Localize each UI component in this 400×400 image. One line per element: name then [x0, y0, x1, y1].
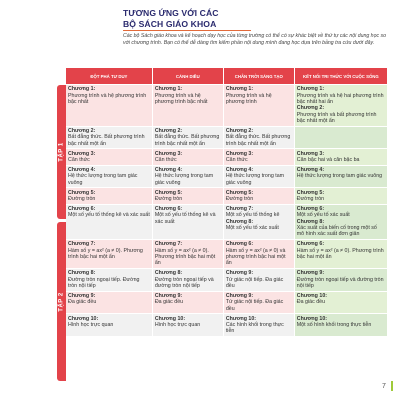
- table-cell: [295, 127, 387, 149]
- page-title: [123, 8, 393, 29]
- table-cell: [224, 127, 294, 149]
- table-cell: [224, 85, 294, 126]
- chapter-title: Đa giác đều: [68, 299, 97, 306]
- chapter-number: Chương 6:: [296, 206, 325, 213]
- table-cell: [66, 240, 152, 268]
- chapter-title: Hệ thức lượng trong tam giác vuông: [68, 173, 138, 186]
- table-cell: [295, 188, 387, 203]
- chapter-title: Đường tròn: [154, 195, 183, 202]
- chapter-number: Chương 3:: [154, 150, 183, 157]
- table-cell: [66, 166, 152, 188]
- chapter-title: Hàm số y = ax² (a ≠ 0) và phương trình bậc hai một ẩn: [225, 247, 286, 267]
- chapter-number: Chương 2:: [225, 127, 254, 134]
- title-line-2: BỘ SÁCH GIÁO KHOA: [123, 18, 217, 29]
- table-cell: [66, 292, 152, 314]
- chapter-number: Chương 8:: [296, 218, 325, 225]
- chapter-title: Đường tròn ngoại tiếp và đường tròn nội tiếp: [296, 276, 384, 289]
- table-cell: [295, 269, 387, 291]
- column-header-ket-noi-tri-thuc: KẾT NỐI TRI THỨC VỚI CUỘC SỐNG: [295, 68, 387, 84]
- table-row: [66, 240, 387, 268]
- table-cell: [224, 188, 294, 203]
- title-underline: [123, 30, 251, 31]
- chapter-number: Chương 9:: [154, 292, 183, 299]
- chapter-number: Chương 1:: [68, 86, 96, 93]
- chapter-title: Phương trình và hệ phương trình bậc nhất: [154, 92, 208, 105]
- chapter-title: Tứ giác nội tiếp. Đa giác đều: [225, 299, 284, 312]
- table-row: [66, 127, 387, 149]
- table-cell: [224, 205, 294, 239]
- table-cell: [295, 85, 387, 126]
- chapter-title: Hàm số y = ax² (a ≠ 0). Phương trình bậc hai một ẩn: [296, 247, 384, 260]
- chapter-title: Hàm số y = ax² (a ≠ 0). Phương trình bậc hai một ẩn: [154, 247, 216, 267]
- table-row: [66, 292, 387, 314]
- chapter-title: Bất đẳng thức. Bất phương trình bậc nhất một ẩn: [68, 134, 145, 147]
- table-cell: [66, 205, 152, 239]
- chapter-number: Chương 1:: [296, 86, 325, 93]
- chapter-title: Phương trình và hệ phương trình bậc nhất: [68, 92, 147, 105]
- table-row: [66, 314, 387, 336]
- chapter-title: Căn thức: [225, 156, 248, 163]
- chapter-number: Chương 10:: [225, 315, 257, 322]
- chapter-number: Chương 7:: [225, 206, 254, 213]
- table-cell: [224, 292, 294, 314]
- chapter-number: Chương 5:: [68, 189, 96, 196]
- chapter-title: Các hình khối trong thực tiễn: [225, 321, 284, 335]
- chapter-title: Hàm số y = ax² (a ≠ 0). Phương trình bậc hai một ẩn: [68, 247, 143, 260]
- table-cell: [66, 188, 152, 203]
- table-row: [66, 149, 387, 164]
- chapter-title: Một số yếu tố thống kê và xác suất: [68, 212, 150, 219]
- chapter-title: Hình học trực quan: [68, 321, 114, 328]
- intro-text: Các bộ Sách giáo khoa và kế hoạch dạy học của từng trường có thể có sự khác biệt về thứ tự các nội dung học so với chương trình. Bạn có thể dễ dàng tìm kiếm phần nội dung mình đang học dựa trên bảng tra cứu dưới đây.: [123, 33, 386, 47]
- table-header-row: [66, 68, 387, 84]
- table-cell: [153, 292, 223, 314]
- chapter-title: Hình học trực quan: [154, 321, 201, 328]
- column-header-canh-dieu: CÁNH DIỀU: [153, 68, 223, 84]
- chapter-title: Bất đẳng thức. Bất phương trình bậc nhất một ẩn: [154, 134, 220, 147]
- chapter-title: Đường tròn: [225, 195, 254, 202]
- chapter-number: Chương 6:: [296, 241, 325, 248]
- table-cell: [224, 269, 294, 291]
- chapter-title: Một số yếu tố xác suất: [296, 212, 350, 219]
- table-row: [66, 269, 387, 291]
- chapter-number: Chương 5:: [154, 189, 183, 196]
- chapter-title: Hệ thức lượng trong tam giác vuông: [225, 173, 285, 186]
- chapter-title: Phương trình và hệ hai phương trình bậc nhất hai ẩn: [296, 92, 384, 105]
- chapter-title: Xác suất của biến cố trong một số mô hình xác suất đơn giản: [296, 224, 377, 238]
- chapter-title: Căn thức: [68, 156, 90, 163]
- table-cell: [153, 269, 223, 291]
- chapter-number: Chương 1:: [154, 86, 183, 93]
- chapter-number: Chương 10:: [296, 292, 328, 299]
- chapter-number: Chương 5:: [225, 189, 254, 196]
- mapping-table: [65, 67, 388, 337]
- table-cell: [295, 240, 387, 268]
- table-row: [66, 188, 387, 203]
- chapter-title: Một số yếu tố xác suất: [225, 224, 279, 231]
- table-cell: [153, 149, 223, 164]
- chapter-title: Đường tròn: [296, 195, 325, 202]
- chapter-title: Bất đẳng thức. Bất phương trình bậc nhất một ẩn: [225, 134, 291, 147]
- chapter-number: Chương 9:: [225, 270, 254, 277]
- chapter-number: Chương 10:: [154, 315, 186, 322]
- chapter-number: Chương 10:: [68, 315, 99, 322]
- table-cell: [66, 149, 152, 164]
- chapter-number: Chương 7:: [154, 241, 183, 248]
- chapter-number: Chương 6:: [68, 206, 96, 213]
- chapter-number: Chương 3:: [296, 150, 325, 157]
- chapter-number: Chương 9:: [225, 292, 254, 299]
- chapter-title: Một số yếu tố thống kê: [225, 212, 280, 219]
- chapter-number: Chương 4:: [225, 167, 254, 173]
- chapter-number: Chương 8:: [225, 218, 254, 225]
- table-row: [66, 166, 387, 188]
- table-cell: [66, 85, 152, 126]
- table-cell: [295, 314, 387, 336]
- chapter-number: Chương 3:: [68, 150, 96, 157]
- section-label: TẬP 2: [58, 291, 65, 312]
- page-number-accent: [391, 381, 393, 391]
- table-cell: [153, 240, 223, 268]
- chapter-title: Đa giác đều: [296, 299, 326, 306]
- chapter-title: Đường tròn ngoại tiếp. Đường tròn nội tiếp: [68, 276, 140, 289]
- table-cell: [153, 188, 223, 203]
- table-cell: [295, 166, 387, 188]
- chapter-number: Chương 2:: [296, 105, 325, 112]
- chapter-title: Phương trình và bất phương trình bậc nhất một ẩn: [296, 111, 377, 124]
- table-cell: [66, 127, 152, 149]
- chapter-title: Một số hình khối trong thực tiễn: [296, 321, 372, 328]
- chapter-title: Hệ thức lượng trong tam giác vuông: [154, 173, 214, 186]
- chapter-title: Đường tròn ngoại tiếp và đường tròn nội tiếp: [154, 276, 214, 289]
- chapter-title: Tứ giác nội tiếp. Đa giác đều: [225, 276, 284, 289]
- chapter-number: Chương 8:: [154, 270, 183, 277]
- table-cell: [153, 166, 223, 188]
- page-number: 7: [382, 383, 386, 390]
- chapter-number: Chương 6:: [225, 241, 254, 248]
- chapter-number: Chương 9:: [296, 270, 325, 277]
- chapter-number: Chương 2:: [68, 127, 96, 134]
- chapter-title: Phương trình và hệ phương trình: [225, 92, 272, 105]
- table-cell: [153, 205, 223, 239]
- table-cell: [153, 127, 223, 149]
- chapter-title: Căn bậc hai và căn bậc ba: [296, 156, 360, 163]
- chapter-number: Chương 1:: [225, 86, 254, 93]
- chapter-number: Chương 3:: [225, 150, 254, 157]
- chapter-title: Một số yếu tố thống kê và xác suất: [154, 212, 216, 225]
- chapter-number: Chương 8:: [68, 270, 96, 277]
- chapter-number: Chương 2:: [154, 127, 183, 134]
- curriculum-table: [65, 67, 388, 337]
- table-cell: [224, 240, 294, 268]
- column-header-chan-troi-sang-tao: CHÂN TRỜI SÁNG TẠO: [224, 68, 294, 84]
- table-row: [66, 85, 387, 126]
- section-label: TẬP 1: [58, 142, 65, 162]
- table-cell: [66, 269, 152, 291]
- table-cell: [224, 166, 294, 188]
- chapter-title: Căn thức: [154, 156, 177, 163]
- table-cell: [224, 149, 294, 164]
- table-cell: [295, 292, 387, 314]
- table-cell: [295, 205, 387, 239]
- table-cell: [66, 314, 152, 336]
- chapter-number: Chương 9:: [68, 292, 96, 299]
- chapter-number: Chương 10:: [296, 315, 328, 322]
- title-line-1: TƯƠNG ỨNG VỚI CÁC: [123, 8, 219, 18]
- page-header: [123, 8, 393, 47]
- table-cell: [153, 314, 223, 336]
- chapter-number: Chương 4:: [154, 167, 183, 173]
- chapter-number: Chương 5:: [296, 189, 325, 196]
- chapter-number: Chương 4:: [296, 167, 325, 173]
- chapter-title: Hệ thức lượng trong tam giác vuông: [296, 173, 383, 180]
- table-row: [66, 205, 387, 239]
- column-header-dot-pha-tu-duy: ĐỘT PHÁ TƯ DUY: [66, 68, 152, 84]
- chapter-number: Chương 7:: [68, 241, 96, 248]
- chapter-number: Chương 6:: [154, 206, 183, 213]
- chapter-title: Đường tròn: [68, 195, 96, 202]
- table-cell: [224, 314, 294, 336]
- chapter-number: Chương 4:: [68, 167, 96, 173]
- chapter-title: Đa giác đều: [154, 299, 184, 306]
- table-cell: [153, 85, 223, 126]
- table-cell: [295, 149, 387, 164]
